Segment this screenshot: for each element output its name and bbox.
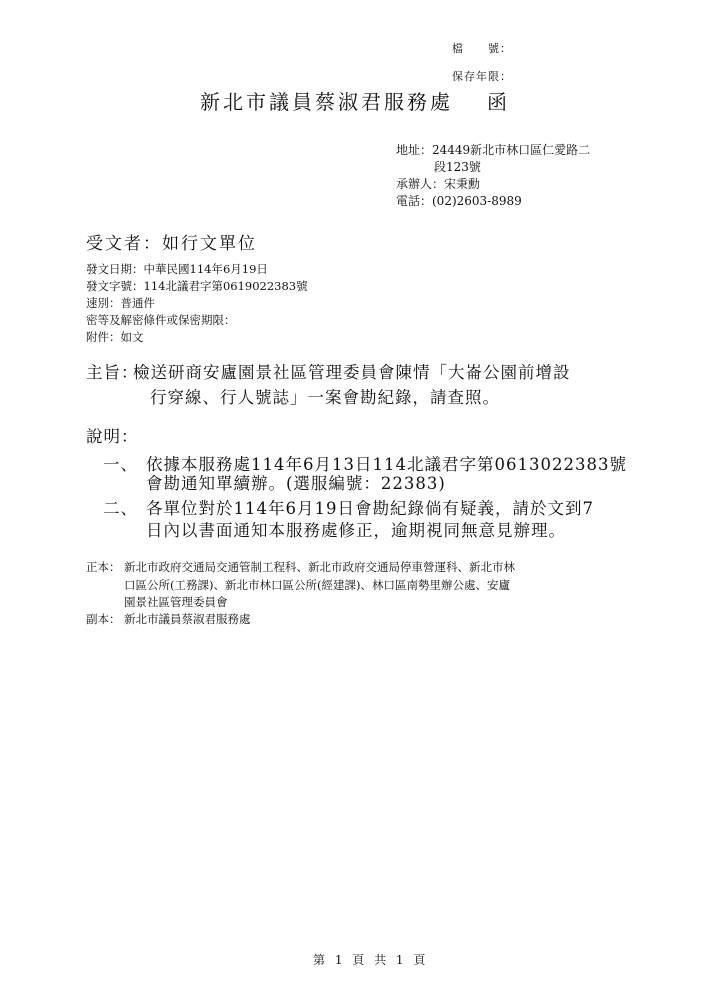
explanation-item-2-line1: 各單位對於114年6月19日會勘紀錄倘有疑義，請於文到7 — [146, 499, 594, 518]
explanation-item-1-line2: 會勘通知單續辦。(選服編號：22383) — [146, 474, 446, 493]
subject-line2: 行穿線、行人號誌」一案會勘紀錄，請查照。 — [150, 388, 500, 407]
sender-phone: 電話：(02)2603-8989 — [396, 194, 522, 208]
page-number: 第 1 頁 共 1 頁 — [313, 953, 429, 967]
distribution-copy-label: 副本： — [86, 612, 121, 626]
title-office: 新北市議員蔡淑君服務處 — [200, 90, 453, 114]
explanation-item-2-line2: 日內以書面通知本服務處修正，逾期視同無意見辦理。 — [146, 521, 566, 540]
retention-period-label: 保存年限： — [452, 70, 512, 83]
sender-address-line1: 地址：24449新北市林口區仁愛路二 — [396, 143, 591, 157]
issue-ref-number: 發文字號：114北議君字第0619022383號 — [86, 279, 308, 293]
explanation-label: 說明： — [86, 427, 139, 446]
subject-label: 主旨： — [86, 363, 139, 382]
issue-attachment: 附件：如文 — [86, 330, 144, 344]
issue-secrecy: 密等及解密條件或保密期限： — [86, 313, 236, 327]
distribution-copy-line1: 新北市議員蔡淑君服務處 — [124, 612, 251, 626]
distribution-main-line1: 新北市政府交通局交通管制工程科、新北市政府交通局停車營運科、新北市林 — [124, 560, 515, 574]
explanation-item-1-number: 一、 — [103, 455, 138, 474]
explanation-item-2-number: 二、 — [103, 499, 138, 518]
file-number-label: 檔 號： — [452, 42, 512, 55]
distribution-main-line2: 口區公所(工務課)、新北市林口區公所(經建課)、林口區南勢里辦公處、安廬 — [124, 578, 510, 592]
title-doc-type: 函 — [487, 90, 510, 114]
issue-speed: 速別：普通件 — [86, 296, 155, 310]
subject-line1: 檢送研商安廬園景社區管理委員會陳情「大崙公園前增設 — [133, 363, 571, 382]
sender-address-line2: 段123號 — [434, 160, 481, 174]
distribution-main-line3: 園景社區管理委員會 — [124, 595, 228, 609]
explanation-item-1-line1: 依據本服務處114年6月13日114北議君字第0613022383號 — [146, 455, 627, 474]
issue-date: 發文日期：中華民國114年6月19日 — [86, 262, 268, 276]
recipient-line: 受文者：如行文單位 — [86, 234, 257, 254]
sender-handler: 承辦人：宋秉勳 — [396, 177, 481, 191]
document-title — [200, 86, 510, 115]
distribution-main-label: 正本： — [86, 560, 121, 574]
